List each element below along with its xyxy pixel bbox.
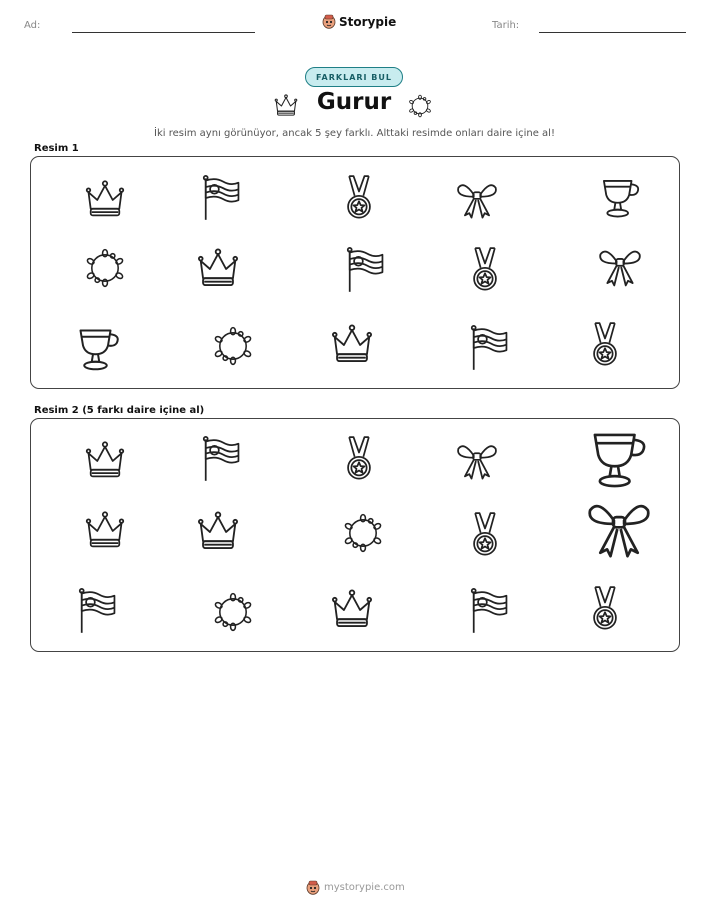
bow-icon[interactable] [585,495,653,563]
crown-icon[interactable] [195,509,241,555]
storypie-mascot-icon [322,14,336,29]
flag-icon[interactable] [75,587,119,635]
activity-badge: FARKLARI BUL [305,67,403,87]
brand-logo [322,14,396,29]
wreath-icon[interactable] [341,511,385,555]
trophy-cup-icon[interactable] [73,323,123,373]
footer-url[interactable]: mystorypie.com [324,882,405,893]
picture2-label: Resim 2 (5 farkı daire içine al) [34,405,205,416]
bow-icon[interactable] [455,439,499,483]
medal-icon[interactable] [341,435,377,483]
crown-icon[interactable] [83,509,127,553]
name-line[interactable] [72,32,255,33]
flag-icon[interactable] [199,174,243,222]
date-line[interactable] [539,32,686,33]
crown-icon[interactable] [329,587,375,633]
flag-icon[interactable] [199,435,243,483]
crown-icon[interactable] [195,246,241,292]
date-label: Tarih: [492,20,520,31]
picture2-panel[interactable] [30,418,680,652]
flag-icon[interactable] [467,324,511,372]
medal-icon[interactable] [587,585,623,633]
picture1-panel[interactable] [30,156,680,389]
title-row [270,91,440,121]
picture1-label: Resim 1 [34,143,79,154]
bow-icon[interactable] [455,178,499,222]
trophy-cup-icon[interactable] [585,425,651,491]
crown-icon[interactable] [329,322,375,368]
crown-icon[interactable] [83,439,127,483]
wreath-icon[interactable] [211,324,255,368]
footer [306,880,405,895]
medal-icon[interactable] [467,511,503,559]
name-label: Ad: [24,20,41,31]
medal-icon[interactable] [341,174,377,222]
flag-icon[interactable] [343,246,387,294]
wreath-icon[interactable] [83,246,127,290]
crown-icon [273,93,299,119]
brand-name: Storypie [339,14,397,29]
bow-icon[interactable] [597,244,643,290]
flag-icon[interactable] [467,587,511,635]
crown-icon[interactable] [83,178,127,222]
wreath-icon [407,93,433,119]
wreath-icon[interactable] [211,590,255,634]
medal-icon[interactable] [467,246,503,294]
trophy-cup-icon[interactable] [597,174,643,220]
storypie-mascot-icon [306,880,320,895]
instructions: İki resim aynı görünüyor, ancak 5 şey farklı. Alttaki resimde onları daire içine al! [154,128,555,139]
medal-icon[interactable] [587,321,623,369]
page-title: Gurur [316,89,392,115]
